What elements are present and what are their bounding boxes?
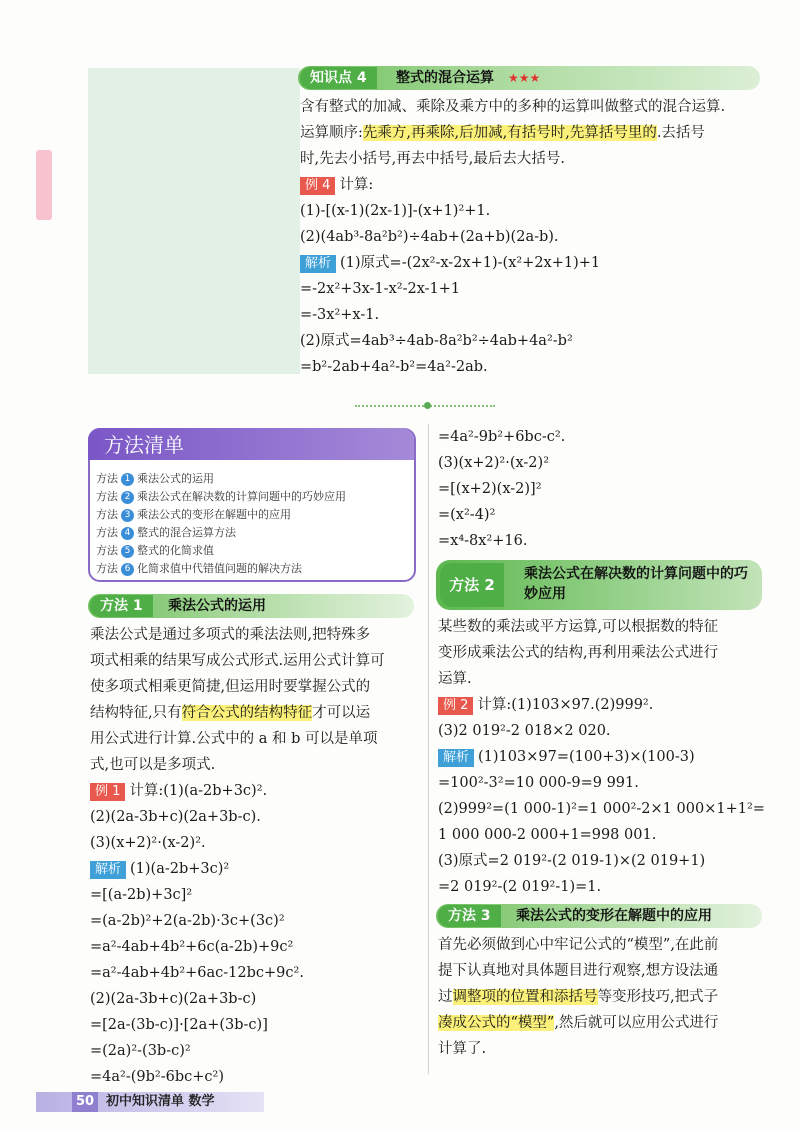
example-4-heading: 例 4 计算:: [300, 172, 765, 198]
problem-line: (2)(4ab³-8a²b²)÷4ab+(2a+b)(2a-b).: [300, 229, 559, 245]
paragraph-line: 提下认真地对具体题目进行观察,想方设法通: [438, 963, 719, 979]
solution-line: (3)原式=2 019²-(2 019-1)×(2 019+1): [438, 853, 706, 869]
paragraph-line: 计算了.: [438, 1041, 487, 1057]
solution-line: =-3x²+x-1.: [300, 307, 380, 323]
method2-body: [438, 614, 768, 900]
methods-list-item: 方法 1 乘法公式的运用: [96, 472, 214, 485]
solution-line: =a²-4ab+4b²+6ac-12bc+9c².: [90, 965, 304, 981]
solution-line: =-2x²+3x-1-x²-2x-1+1: [300, 281, 461, 297]
method2-title: 乘法公式在解决数的计算问题中的巧妙应用: [524, 566, 748, 602]
paragraph-line: 式,也可以是多项式.: [90, 757, 216, 773]
paragraph-line: 某些数的乘法或平方运算,可以根据数的特征: [438, 619, 719, 635]
column-divider: [428, 424, 429, 1074]
divider-dot: [424, 402, 431, 409]
knowledge-point-body: [300, 94, 765, 380]
paragraph-line: 乘法公式是通过多项式的乘法法则,把特殊多: [90, 627, 371, 643]
solution-tag: 解析: [300, 255, 336, 273]
method3-label: 方法 3: [438, 905, 501, 927]
solution-line: =[2a-(3b-c)]·[2a+(3b-c)]: [90, 1017, 268, 1033]
example-tag: 例 2: [438, 697, 473, 715]
solution-line: =[(x+2)(x-2)]²: [438, 481, 542, 497]
paragraph-line: 项式相乘的结果写成公式形式.运用公式计算可: [90, 653, 385, 669]
solution-line: =2 019²-(2 019²-1)=1.: [438, 879, 602, 895]
solution-line: =(x²-4)²: [438, 507, 496, 523]
method3-highlight: 调整项的位置和添括号: [452, 989, 598, 1005]
solution-line: =b²-2ab+4a²-b²=4a²-2ab.: [300, 359, 488, 375]
order-text-line2: 时,先去小括号,再去中括号,最后去大括号.: [300, 151, 565, 167]
knowledge-point-label: 知识点 4: [300, 67, 377, 89]
intro-text: 含有整式的加减、乘除及乘方中的多种的运算叫做整式的混合运算.: [300, 99, 726, 115]
solution-tag: 解析: [90, 861, 126, 879]
example-1-heading: 例 1 计算:(1)(a-2b+3c)².: [90, 778, 420, 804]
example-tag: 例 4: [300, 177, 335, 195]
paragraph-line: 首先必须做到心中牢记公式的“模型”,在此前: [438, 937, 719, 953]
solution-line: 1 000 000-2 000+1=998 001.: [438, 827, 657, 843]
solution-line: =4a²-(9b²-6bc+c²): [90, 1069, 224, 1085]
problem-line: (2)(2a-3b+c)(2a+3b-c).: [90, 809, 261, 825]
method1-body: [90, 622, 420, 1090]
paragraph-line: 结构特征,只有符合公式的结构特征才可以运: [90, 705, 371, 721]
paragraph-line: 变形成乘法公式的结构,再利用乘法公式进行: [438, 645, 719, 661]
method3-title: 乘法公式的变形在解题中的应用: [516, 908, 712, 924]
page-number: 50: [72, 1092, 98, 1112]
paragraph-line: 运算.: [438, 671, 472, 687]
example-tag: 例 1: [90, 783, 125, 801]
solution-line: =a²-4ab+4b²+6c(a-2b)+9c²: [90, 939, 294, 955]
method1-continuation: [438, 424, 768, 554]
solution-line: =x⁴-8x²+16.: [438, 533, 528, 549]
method1-highlight: 符合公式的结构特征: [181, 705, 313, 721]
example-2-heading: 例 2 计算:(1)103×97.(2)999².: [438, 692, 768, 718]
solution-line: (2)(2a-3b+c)(2a+3b-c): [90, 991, 257, 1007]
method1-title: 乘法公式的运用: [168, 598, 266, 614]
methods-list-title: 方法清单: [104, 433, 184, 457]
methods-list: [96, 470, 346, 578]
method3-body: [438, 932, 768, 1062]
problem-line: (3)(x+2)²·(x-2)².: [90, 835, 206, 851]
solution-tag: 解析: [438, 749, 474, 767]
methods-list-item: 方法 2 乘法公式在解决数的计算问题中的巧妙应用: [96, 490, 346, 503]
footer-title: 初中知识清单 数学: [106, 1094, 215, 1109]
problem-line: (1)-[(x-1)(2x-1)]-(x+1)²+1.: [300, 203, 491, 219]
knowledge-point-title: 整式的混合运算: [396, 70, 494, 86]
solution-line: (2)999²=(1 000-1)²=1 000²-2×1 000×1+1²=: [438, 801, 765, 817]
solution-line: =(2a)²-(3b-c)²: [90, 1043, 191, 1059]
page-edge-tab: [36, 150, 52, 220]
solution-line: =4a²-9b²+6bc-c².: [438, 429, 566, 445]
solution-line: =[(a-2b)+3c]²: [90, 887, 193, 903]
paragraph-line: 使多项式相乘更简捷,但运用时要掌握公式的: [90, 679, 371, 695]
solution-line: (3)(x+2)²·(x-2)²: [438, 455, 550, 471]
methods-list-item: 方法 3 乘法公式的变形在解题中的应用: [96, 508, 291, 521]
methods-list-item: 方法 4 整式的混合运算方法: [96, 526, 236, 539]
problem-line: (3)2 019²-2 018×2 020.: [438, 723, 611, 739]
paragraph-line: 凑成公式的“模型”,然后就可以应用公式进行: [438, 1015, 719, 1031]
method3-highlight: 凑成公式的“模型”: [438, 1015, 555, 1031]
solution-line: 解析 (1)(a-2b+3c)²: [90, 856, 420, 882]
order-highlight: 先乘方,再乘除,后加减,有括号时,先算括号里的: [362, 125, 657, 141]
order-text: 运算顺序:先乘方,再乘除,后加减,有括号时,先算括号里的.去括号: [300, 125, 705, 141]
solution-line: =100²-3²=10 000-9=9 991.: [438, 775, 639, 791]
paragraph-line: 用公式进行计算.公式中的 a 和 b 可以是单项: [90, 731, 378, 747]
solution-line: 解析 (1)103×97=(100+3)×(100-3): [438, 744, 768, 770]
paragraph-line: 过调整项的位置和添括号等变形技巧,把式子: [438, 989, 719, 1005]
methods-list-item: 方法 5 整式的化简求值: [96, 544, 214, 557]
solution-line: (2)原式=4ab³÷4ab-8a²b²÷4ab+4a²-b²: [300, 333, 573, 349]
method2-label: 方法 2: [440, 563, 504, 607]
methods-list-item: 方法 6 化简求值中代错值问题的解决方法: [96, 562, 302, 575]
faded-sidebar-panel: [88, 68, 300, 374]
method1-label: 方法 1: [90, 595, 153, 617]
solution-line: 解析 (1)原式=-(2x²-x-2x+1)-(x²+2x+1)+1: [300, 250, 765, 276]
difficulty-stars: ★★★: [508, 71, 541, 85]
solution-line: =(a-2b)²+2(a-2b)·3c+(3c)²: [90, 913, 285, 929]
